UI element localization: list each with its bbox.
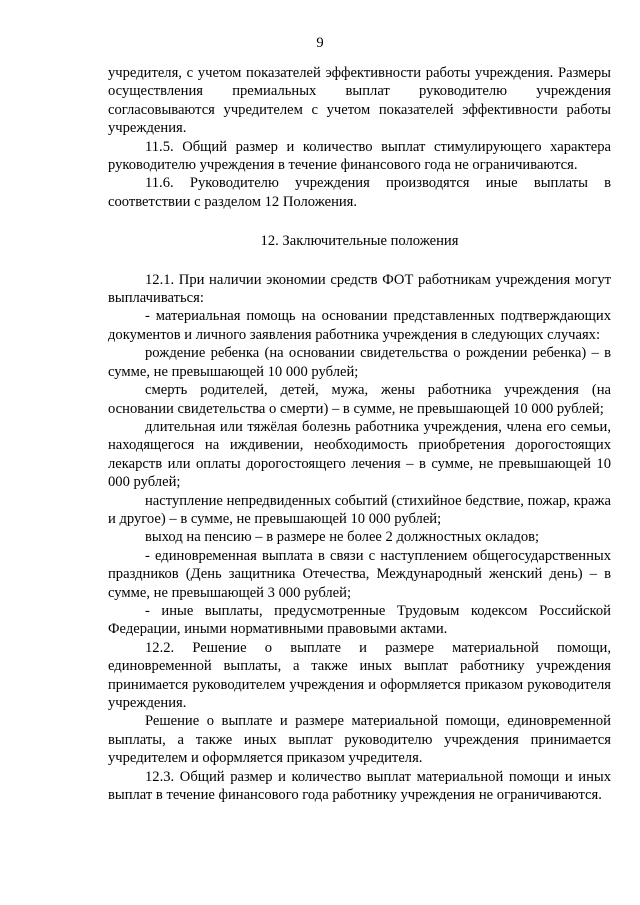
paragraph: наступление непредвиденных событий (стихийное бедствие, пожар, кража и другое) – в сумме, не превышающей 10 000 рублей;: [108, 492, 611, 527]
paragraph: рождение ребенка (на основании свидетельства о рождении ребенка) – в сумме, не превышающей 10 000 рублей;: [108, 345, 611, 380]
paragraph: 11.5. Общий размер и количество выплат стимулирующего характера руководителю учреждения в течение финансового года не ограничиваются.: [108, 138, 611, 174]
section-heading: 12. Заключительные положения: [260, 233, 459, 250]
paragraph: учредителя, с учетом показателей эффективности работы учреждения. Размеры осуществления премиальных выплат руководителю учреждения согласовываются учредителем с учетом показателей эффективности работы учреждения.: [108, 65, 611, 137]
paragraph: длительная или тяжёлая болезнь работника учреждения, члена его семьи, находящегося на иждивении, необходимость приобретения дорогостоящих лекарств или оплаты дорогостоящего лечения – в сумме, не превышающей 10 000 рублей;: [108, 418, 611, 491]
page-number: 9: [316, 35, 324, 51]
section-11-tail: [108, 64, 611, 211]
paragraph: - иные выплаты, предусмотренные Трудовым кодексом Российской Федерации, иными нормативными правовыми актами.: [108, 602, 611, 638]
paragraph: 11.6. Руководителю учреждения производятся иные выплаты в соответствии с разделом 12 Положения.: [108, 175, 611, 210]
paragraph: 12.3. Общий размер и количество выплат материальной помощи и иных выплат в течение финансового года работнику учреждения не ограничиваются.: [108, 768, 611, 804]
section-12-body: [108, 271, 611, 805]
paragraph: 12.2. Решение о выплате и размере материальной помощи, единовременной выплаты, а также иных выплат работнику учреждения принимается руководителем учреждения и оформляется приказом руководителя учреждения.: [108, 639, 611, 711]
paragraph: выход на пенсию – в размере не более 2 должностных окладов;: [145, 529, 540, 546]
document-body: [108, 64, 611, 804]
paragraph: смерть родителей, детей, мужа, жены работника учреждения (на основании свидетельства о смерти) – в сумме, не превышающей 10 000 рублей;: [108, 382, 611, 417]
paragraph: Решение о выплате и размере материальной помощи, единовременной выплаты, а также иных выплат руководителю учреждения принимается учредителем и оформляется приказом учредителя.: [108, 713, 611, 767]
paragraph: - единовременная выплата в связи с наступлением общегосударственных праздников (День защитника Отечества, Международный женский день) – в сумме, не превышающей 3 000 рублей;: [108, 547, 611, 601]
paragraph: 12.1. При наличии экономии средств ФОТ работникам учреждения могут выплачиваться:: [108, 271, 611, 307]
paragraph: - материальная помощь на основании представленных подтверждающих документов и личного заявления работника учреждения в следующих случаях:: [108, 308, 611, 343]
